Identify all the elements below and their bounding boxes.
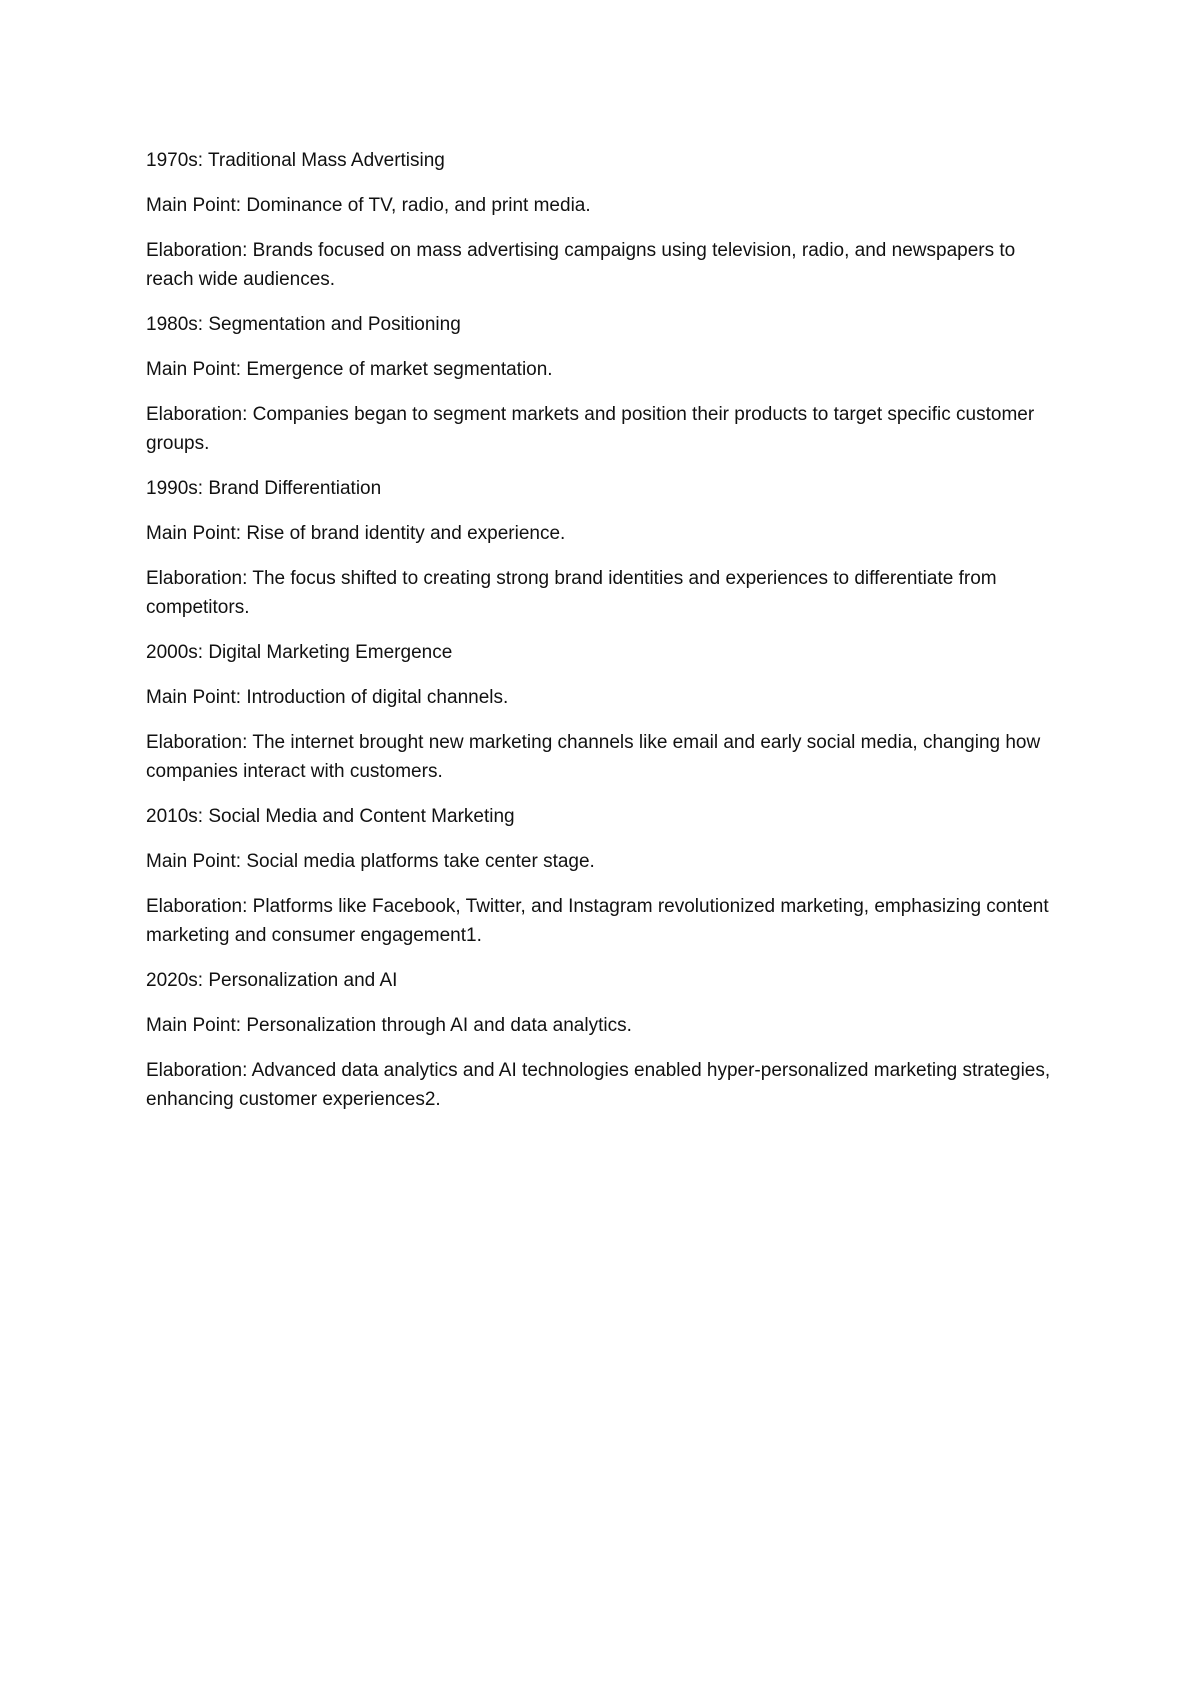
elaboration: Elaboration: Brands focused on mass advertising campaigns using television, radio, and newspapers to reach wide audiences. [146, 240, 1016, 290]
elaboration: Elaboration: Platforms like Facebook, Twitter, and Instagram revolutionized marketing, emphasizing content marketing and consumer engagement1. [146, 896, 1049, 946]
section-heading: 2020s: Personalization and AI [146, 970, 398, 991]
document-body [146, 146, 1056, 1130]
main-point: Main Point: Emergence of market segmentation. [146, 359, 553, 380]
elaboration: Elaboration: The focus shifted to creating strong brand identities and experiences to differentiate from competitors. [146, 568, 997, 618]
main-point: Main Point: Social media platforms take center stage. [146, 851, 595, 872]
elaboration: Elaboration: Companies began to segment markets and position their products to target specific customer groups. [146, 404, 1035, 454]
section-heading: 1970s: Traditional Mass Advertising [146, 150, 445, 171]
main-point: Main Point: Introduction of digital channels. [146, 687, 509, 708]
section-heading: 2010s: Social Media and Content Marketing [146, 806, 515, 827]
main-point: Main Point: Dominance of TV, radio, and print media. [146, 195, 591, 216]
main-point: Main Point: Rise of brand identity and experience. [146, 523, 566, 544]
section-heading: 1980s: Segmentation and Positioning [146, 314, 461, 335]
section-heading: 1990s: Brand Differentiation [146, 478, 382, 499]
main-point: Main Point: Personalization through AI and data analytics. [146, 1015, 632, 1036]
section-heading: 2000s: Digital Marketing Emergence [146, 642, 453, 663]
elaboration: Elaboration: The internet brought new marketing channels like email and early social media, changing how companies interact with customers. [146, 732, 1041, 782]
elaboration: Elaboration: Advanced data analytics and AI technologies enabled hyper-personalized marketing strategies, enhancing customer experiences2. [146, 1060, 1051, 1110]
